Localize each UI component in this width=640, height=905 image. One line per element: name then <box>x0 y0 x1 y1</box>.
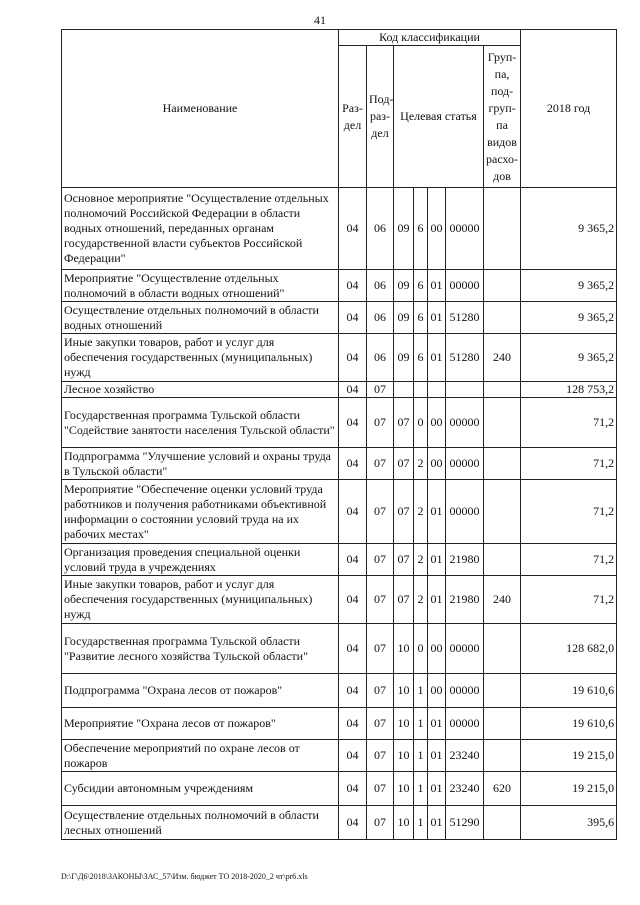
razdel-code: 04 <box>339 806 367 840</box>
event-code: 01 <box>428 576 446 624</box>
subprogram-code: 6 <box>414 302 428 334</box>
podrazdel-code: 06 <box>367 188 394 270</box>
expense-type-code <box>484 674 521 708</box>
expense-type-code: 240 <box>484 576 521 624</box>
event-code: 01 <box>428 772 446 806</box>
podrazdel-code: 07 <box>367 740 394 772</box>
row-name: Субсидии автономным учреждениям <box>62 772 339 806</box>
table-row <box>62 398 617 448</box>
program-code: 07 <box>394 576 414 624</box>
budget-table <box>61 29 617 840</box>
table-row <box>62 624 617 674</box>
table-row <box>62 188 617 270</box>
podrazdel-code: 07 <box>367 398 394 448</box>
podrazdel-code: 07 <box>367 544 394 576</box>
row-name: Осуществление отдельных полномочий в области лесных отношений <box>62 806 339 840</box>
subprogram-code: 2 <box>414 576 428 624</box>
amount-2018: 71,2 <box>521 398 617 448</box>
podrazdel-code: 07 <box>367 806 394 840</box>
direction-code: 00000 <box>446 674 484 708</box>
program-code: 10 <box>394 772 414 806</box>
row-name: Лесное хозяйство <box>62 382 339 398</box>
subprogram-code: 1 <box>414 806 428 840</box>
table-row <box>62 806 617 840</box>
header-year: 2018 год <box>521 30 617 188</box>
table-row <box>62 448 617 480</box>
event-code: 01 <box>428 708 446 740</box>
direction-code: 00000 <box>446 270 484 302</box>
table-row <box>62 382 617 398</box>
podrazdel-code: 07 <box>367 708 394 740</box>
event-code: 01 <box>428 740 446 772</box>
subprogram-code: 0 <box>414 398 428 448</box>
amount-2018: 19 215,0 <box>521 772 617 806</box>
expense-type-code <box>484 448 521 480</box>
razdel-code: 04 <box>339 624 367 674</box>
table-body <box>62 188 617 840</box>
amount-2018: 128 682,0 <box>521 624 617 674</box>
podrazdel-code: 07 <box>367 448 394 480</box>
direction-code: 00000 <box>446 188 484 270</box>
subprogram-code <box>414 382 428 398</box>
razdel-code: 04 <box>339 382 367 398</box>
amount-2018: 19 215,0 <box>521 740 617 772</box>
event-code: 01 <box>428 334 446 382</box>
event-code: 00 <box>428 188 446 270</box>
podrazdel-code: 07 <box>367 480 394 544</box>
header-podrazdel: Под-раз-дел <box>367 46 394 188</box>
event-code: 00 <box>428 398 446 448</box>
header-code-group: Код классификации <box>339 30 521 46</box>
expense-type-code <box>484 270 521 302</box>
razdel-code: 04 <box>339 708 367 740</box>
direction-code: 00000 <box>446 480 484 544</box>
header-razdel: Раз-дел <box>339 46 367 188</box>
row-name: Подпрограмма "Охрана лесов от пожаров" <box>62 674 339 708</box>
amount-2018: 19 610,6 <box>521 708 617 740</box>
page-number: 41 <box>314 13 326 27</box>
amount-2018: 19 610,6 <box>521 674 617 708</box>
program-code: 10 <box>394 674 414 708</box>
direction-code: 51280 <box>446 334 484 382</box>
razdel-code: 04 <box>339 448 367 480</box>
row-name: Иные закупки товаров, работ и услуг для обеспечения государственных (муниципальных) нужд <box>62 576 339 624</box>
row-name: Обеспечение мероприятий по охране лесов от пожаров <box>62 740 339 772</box>
table-row <box>62 480 617 544</box>
row-name: Подпрограмма "Улучшение условий и охраны труда в Тульской области" <box>62 448 339 480</box>
expense-type-code: 620 <box>484 772 521 806</box>
podrazdel-code: 07 <box>367 674 394 708</box>
amount-2018: 71,2 <box>521 544 617 576</box>
razdel-code: 04 <box>339 740 367 772</box>
event-code: 01 <box>428 270 446 302</box>
subprogram-code: 6 <box>414 334 428 382</box>
subprogram-code: 1 <box>414 674 428 708</box>
podrazdel-code: 06 <box>367 270 394 302</box>
row-name: Государственная программа Тульской области "Развитие лесного хозяйства Тульской области" <box>62 624 339 674</box>
razdel-code: 04 <box>339 334 367 382</box>
expense-type-code <box>484 544 521 576</box>
amount-2018: 71,2 <box>521 480 617 544</box>
subprogram-code: 2 <box>414 448 428 480</box>
row-name: Иные закупки товаров, работ и услуг для обеспечения государственных (муниципальных) нужд <box>62 334 339 382</box>
header-target: Целевая статья <box>394 46 484 188</box>
amount-2018: 9 365,2 <box>521 302 617 334</box>
program-code: 10 <box>394 740 414 772</box>
subprogram-code: 6 <box>414 188 428 270</box>
event-code: 01 <box>428 544 446 576</box>
table-row <box>62 740 617 772</box>
table-row <box>62 302 617 334</box>
razdel-code: 04 <box>339 772 367 806</box>
razdel-code: 04 <box>339 576 367 624</box>
expense-type-code <box>484 398 521 448</box>
row-name: Мероприятие "Обеспечение оценки условий труда работников и получения работниками объективной информации о состоянии условий труда на их рабочих местах" <box>62 480 339 544</box>
header-group: Груп-па, под-груп-па видов расхо-дов <box>484 46 521 188</box>
table-row <box>62 334 617 382</box>
program-code: 07 <box>394 544 414 576</box>
amount-2018: 71,2 <box>521 448 617 480</box>
direction-code: 00000 <box>446 708 484 740</box>
expense-type-code <box>484 740 521 772</box>
amount-2018: 9 365,2 <box>521 270 617 302</box>
program-code: 07 <box>394 448 414 480</box>
program-code: 09 <box>394 302 414 334</box>
event-code: 00 <box>428 674 446 708</box>
program-code: 10 <box>394 806 414 840</box>
header-name: Наименование <box>62 30 339 188</box>
program-code: 07 <box>394 398 414 448</box>
amount-2018: 128 753,2 <box>521 382 617 398</box>
event-code <box>428 382 446 398</box>
table-row <box>62 674 617 708</box>
razdel-code: 04 <box>339 302 367 334</box>
row-name: Государственная программа Тульской области "Содействие занятости населения Тульской области" <box>62 398 339 448</box>
razdel-code: 04 <box>339 674 367 708</box>
row-name: Мероприятие "Охрана лесов от пожаров" <box>62 708 339 740</box>
podrazdel-code: 07 <box>367 382 394 398</box>
amount-2018: 9 365,2 <box>521 188 617 270</box>
event-code: 00 <box>428 448 446 480</box>
event-code: 01 <box>428 480 446 544</box>
expense-type-code <box>484 480 521 544</box>
razdel-code: 04 <box>339 480 367 544</box>
program-code: 10 <box>394 708 414 740</box>
podrazdel-code: 06 <box>367 334 394 382</box>
direction-code: 00000 <box>446 448 484 480</box>
direction-code <box>446 382 484 398</box>
row-name: Основное мероприятие "Осуществление отдельных полномочий Российской Федерации в области водных отношений, переданных органам государственной власти субъектов Российской Федерации" <box>62 188 339 270</box>
table-row <box>62 544 617 576</box>
expense-type-code <box>484 806 521 840</box>
row-name: Организация проведения специальной оценки условий труда в учреждениях <box>62 544 339 576</box>
razdel-code: 04 <box>339 398 367 448</box>
subprogram-code: 2 <box>414 544 428 576</box>
program-code <box>394 382 414 398</box>
direction-code: 51290 <box>446 806 484 840</box>
podrazdel-code: 07 <box>367 772 394 806</box>
expense-type-code <box>484 382 521 398</box>
subprogram-code: 1 <box>414 708 428 740</box>
program-code: 07 <box>394 480 414 544</box>
program-code: 09 <box>394 334 414 382</box>
expense-type-code <box>484 708 521 740</box>
subprogram-code: 6 <box>414 270 428 302</box>
direction-code: 00000 <box>446 624 484 674</box>
program-code: 10 <box>394 624 414 674</box>
razdel-code: 04 <box>339 188 367 270</box>
table-row <box>62 708 617 740</box>
table-row <box>62 576 617 624</box>
table-row <box>62 772 617 806</box>
subprogram-code: 2 <box>414 480 428 544</box>
event-code: 01 <box>428 302 446 334</box>
subprogram-code: 0 <box>414 624 428 674</box>
direction-code: 23240 <box>446 772 484 806</box>
row-name: Мероприятие "Осуществление отдельных полномочий в области водных отношений" <box>62 270 339 302</box>
direction-code: 23240 <box>446 740 484 772</box>
expense-type-code <box>484 624 521 674</box>
subprogram-code: 1 <box>414 740 428 772</box>
program-code: 09 <box>394 188 414 270</box>
direction-code: 00000 <box>446 398 484 448</box>
direction-code: 51280 <box>446 302 484 334</box>
expense-type-code: 240 <box>484 334 521 382</box>
podrazdel-code: 06 <box>367 302 394 334</box>
razdel-code: 04 <box>339 544 367 576</box>
expense-type-code <box>484 188 521 270</box>
podrazdel-code: 07 <box>367 624 394 674</box>
row-name: Осуществление отдельных полномочий в области водных отношений <box>62 302 339 334</box>
event-code: 01 <box>428 806 446 840</box>
amount-2018: 9 365,2 <box>521 334 617 382</box>
podrazdel-code: 07 <box>367 576 394 624</box>
amount-2018: 71,2 <box>521 576 617 624</box>
direction-code: 21980 <box>446 544 484 576</box>
amount-2018: 395,6 <box>521 806 617 840</box>
event-code: 00 <box>428 624 446 674</box>
razdel-code: 04 <box>339 270 367 302</box>
subprogram-code: 1 <box>414 772 428 806</box>
program-code: 09 <box>394 270 414 302</box>
table-row <box>62 270 617 302</box>
direction-code: 21980 <box>446 576 484 624</box>
expense-type-code <box>484 302 521 334</box>
footer-file-path: D:\Г\Д6\2018\ЗАКОНЫ\ЗАС_57\Изм. бюджет ТО 2018-2020_2 чт\pr6.xls <box>61 872 308 881</box>
